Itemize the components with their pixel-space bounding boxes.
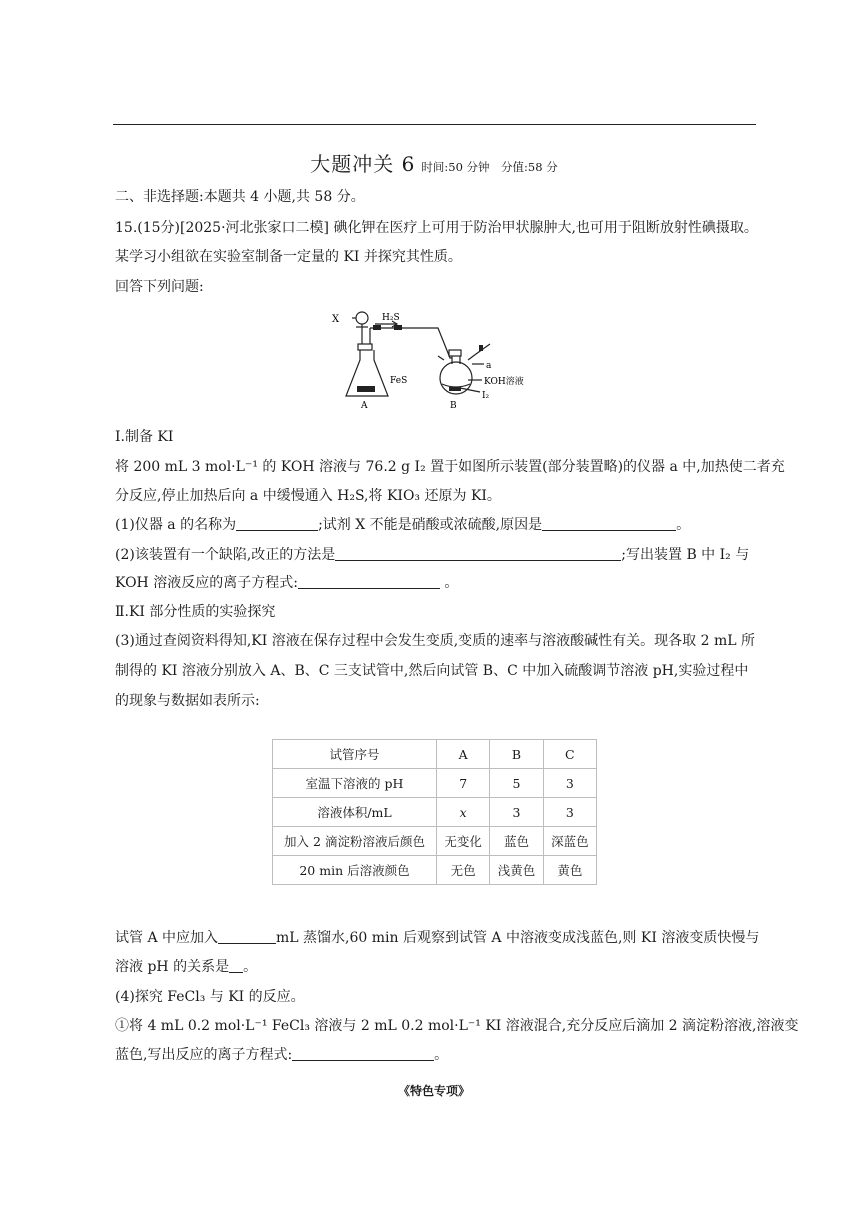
part1-heading: Ⅰ.制备 KI <box>115 429 174 445</box>
table-cell: A <box>437 740 490 769</box>
table-cell: 浅黄色 <box>490 856 543 885</box>
title-text: 大题冲关 6 <box>310 152 416 176</box>
data-table <box>272 739 597 885</box>
q1-text-b: ;试剂 X 不能是硝酸或浓硫酸,原因是 <box>318 517 543 533</box>
header-rule <box>113 124 756 125</box>
table-cell: 深蓝色 <box>543 827 596 856</box>
table-cell: 20 min 后溶液颜色 <box>273 856 437 885</box>
table-cell: 加入 2 滴淀粉溶液后颜色 <box>273 827 437 856</box>
question-2 <box>115 544 749 564</box>
q2-text-b: ;写出装置 B 中 I₂ 与 <box>621 547 750 563</box>
table-row <box>273 769 597 798</box>
table-cell: 无变化 <box>437 827 490 856</box>
page-title <box>0 148 868 177</box>
figure-label-h2s: H₂S <box>382 313 400 323</box>
after-table-text-a: 试管 A 中应加入 <box>115 930 219 946</box>
question-line-3: 回答下列问题: <box>115 279 204 295</box>
after-table-line-2 <box>115 956 257 976</box>
table-cell: 蓝色 <box>490 827 543 856</box>
table-cell: 3 <box>490 798 543 827</box>
table-cell: 溶液体积/mL <box>273 798 437 827</box>
figure-label-a: A <box>361 401 368 411</box>
table-cell: 无色 <box>437 856 490 885</box>
table-cell: 3 <box>543 798 596 827</box>
q1-text-c: 。 <box>676 517 691 533</box>
table-row <box>273 827 597 856</box>
after-table-text-b: mL 蒸馏水,60 min 后观察到试管 A 中溶液变成浅蓝色,则 KI 溶液变质快慢与 <box>276 930 760 946</box>
table-cell: x <box>437 798 490 827</box>
question-line-1: 15.(15分)[2025·河北张家口二模] 碘化钾在医疗上可用于防治甲状腺肿大,也可用于阻断放射性碘摄取。 <box>115 220 758 236</box>
table-cell: 3 <box>543 769 596 798</box>
part1-paragraph-2: 分反应,停止加热后向 a 中缓慢通入 H₂S,将 KIO₃ 还原为 KI。 <box>115 488 501 504</box>
table-row <box>273 740 597 769</box>
table-cell: 黄色 <box>543 856 596 885</box>
question-4-1-cont <box>115 1044 448 1064</box>
figure-label-x: X <box>332 314 340 325</box>
table-row <box>273 856 597 885</box>
figure-label-i2: I₂ <box>482 391 490 401</box>
figure-label-koh: KOH溶液 <box>484 377 524 387</box>
question-1 <box>115 514 690 534</box>
title-meta: 时间:50 分钟 分值:58 分 <box>421 160 558 174</box>
figure-label-a-small: a <box>486 361 492 371</box>
q2-text-c: KOH 溶液反应的离子方程式: <box>115 575 298 591</box>
section-heading: 二、非选择题:本题共 4 小题,共 58 分。 <box>115 189 365 205</box>
figure-label-b: B <box>450 401 457 411</box>
after-table-text-c: 溶液 pH 的关系是 <box>115 959 230 975</box>
apparatus-figure <box>330 308 530 416</box>
q2-blank-2[interactable] <box>298 574 440 589</box>
q2-text-a: (2)该装置有一个缺陷,改正的方法是 <box>115 547 336 563</box>
q1-blank-2[interactable] <box>542 516 676 531</box>
question-line-2: 某学习小组欲在实验室制备一定量的 KI 并探究其性质。 <box>115 249 462 265</box>
table-cell: 5 <box>490 769 543 798</box>
volume-blank[interactable] <box>218 929 276 944</box>
table-cell: B <box>490 740 543 769</box>
q2-blank-1[interactable] <box>335 546 621 561</box>
question-4: (4)探究 FeCl₃ 与 KI 的反应。 <box>115 989 305 1005</box>
part1-paragraph-1: 将 200 mL 3 mol·L⁻¹ 的 KOH 溶液与 76.2 g I₂ 置于如图所示装置(部分装置略)的仪器 a 中,加热使二者充 <box>115 459 785 475</box>
q4-text-b: 蓝色,写出反应的离子方程式: <box>115 1047 293 1063</box>
table-cell: 试管序号 <box>273 740 437 769</box>
table-cell: C <box>543 740 596 769</box>
table-row <box>273 798 597 827</box>
figure-label-fes: FeS <box>390 376 408 386</box>
after-table-line-1 <box>115 927 759 947</box>
part2-paragraph-2: 制得的 KI 溶液分别放入 A、B、C 三支试管中,然后向试管 B、C 中加入硫酸调节溶液 pH,实验过程中 <box>115 663 749 679</box>
q1-blank-1[interactable] <box>236 516 318 531</box>
q4-text-c: 。 <box>434 1047 449 1063</box>
part2-heading: Ⅱ.KI 部分性质的实验探究 <box>115 604 276 620</box>
q2-text-d: 。 <box>439 575 459 591</box>
page-footer: 《特色专项》 <box>397 1084 470 1098</box>
part2-paragraph-1: (3)通过查阅资料得知,KI 溶液在保存过程中会发生变质,变质的速率与溶液酸碱性有关。现各取 2 mL 所 <box>115 633 755 649</box>
question-4-1: ①将 4 mL 0.2 mol·L⁻¹ FeCl₃ 溶液与 2 mL 0.2 mol·L⁻¹ KI 溶液混合,充分反应后滴加 2 滴淀粉溶液,溶液变 <box>115 1018 799 1034</box>
question-2-cont <box>115 572 458 592</box>
ph-relation-blank[interactable] <box>229 958 243 973</box>
table-cell: 7 <box>437 769 490 798</box>
q1-text-a: (1)仪器 a 的名称为 <box>115 517 237 533</box>
part2-paragraph-3: 的现象与数据如表所示: <box>115 693 260 709</box>
q4-blank[interactable] <box>292 1046 434 1061</box>
after-table-text-d: 。 <box>243 959 258 975</box>
table-cell: 室温下溶液的 pH <box>273 769 437 798</box>
